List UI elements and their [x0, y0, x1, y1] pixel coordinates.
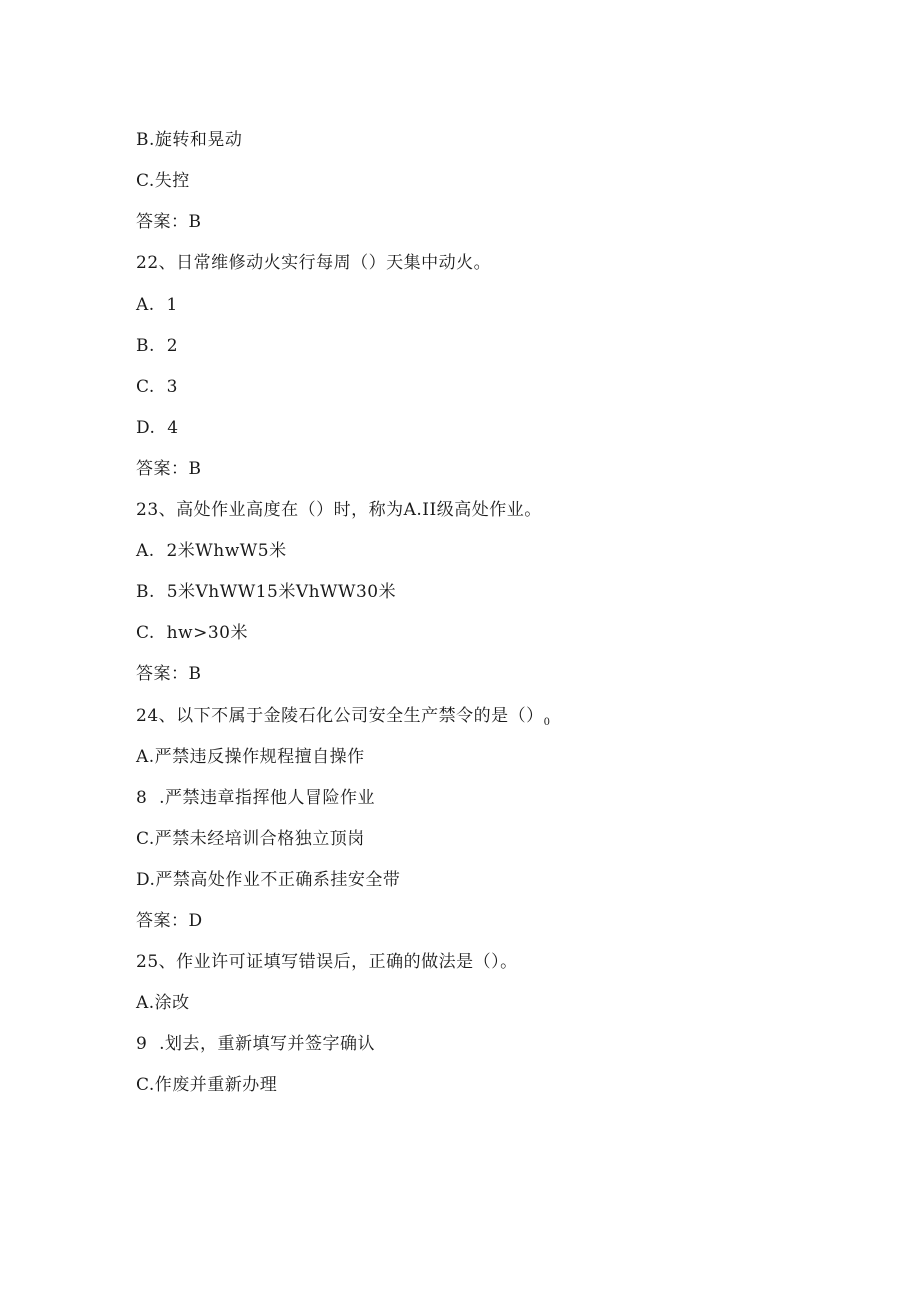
answer-q24: 答案：D [136, 911, 203, 931]
option-d-q22: D. 4 [136, 418, 179, 438]
option-c-q24: C.严禁未经培训合格独立顶岗 [136, 829, 365, 849]
option-a-q22: A. 1 [136, 295, 178, 315]
option-b-q22: B. 2 [136, 336, 179, 356]
question-24-suffix: 0 [543, 717, 551, 728]
option-b-q21: B.旋转和晃动 [136, 130, 243, 150]
question-23: 23、高处作业高度在（）时，称为A.II级高处作业。 [136, 500, 542, 520]
question-25: 25、作业许可证填写错误后，正确的做法是（）。 [136, 952, 518, 972]
option-a-q23: A. 2米WhwW5米 [136, 541, 287, 561]
option-c-q21: C.失控 [136, 171, 190, 191]
question-24-text: 24、以下不属于金陵石化公司安全生产禁令的是（） [136, 706, 544, 726]
option-a-q24: A.严禁违反操作规程擅自操作 [136, 747, 365, 767]
option-d-q24: D.严禁高处作业不正确系挂安全带 [136, 870, 401, 890]
option-a-q25: A.涂改 [136, 993, 190, 1013]
option-b-q23: B. 5米VhWW15米VhWW30米 [136, 582, 397, 602]
answer-q23: 答案：B [136, 664, 202, 684]
question-24 [136, 705, 551, 734]
option-b-q24: 8 .严禁违章指挥他人冒险作业 [136, 788, 376, 808]
question-22: 22、日常维修动火实行每周（）天集中动火。 [136, 253, 492, 273]
answer-q22: 答案：B [136, 459, 202, 479]
option-c-q25: C.作废并重新办理 [136, 1075, 278, 1095]
option-b-q25: 9 .划去，重新填写并签字确认 [136, 1034, 376, 1054]
option-c-q23: C. hw>30米 [136, 623, 248, 643]
option-c-q22: C. 3 [136, 377, 178, 397]
answer-q21: 答案：B [136, 212, 202, 232]
